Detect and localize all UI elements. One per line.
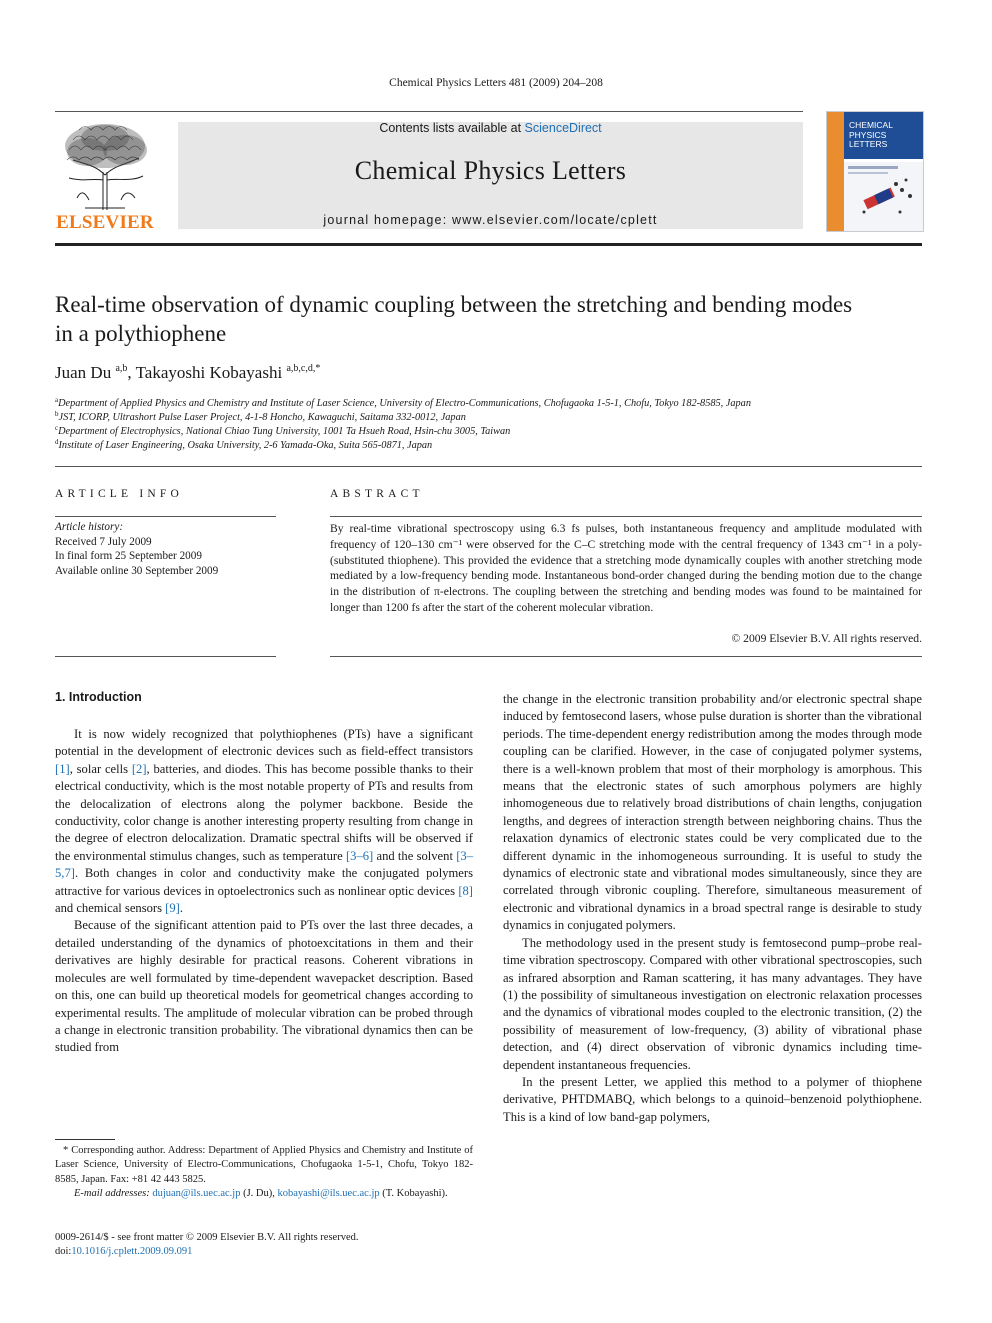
- email-link[interactable]: dujuan@ils.uec.ac.jp: [152, 1187, 241, 1199]
- citation-link[interactable]: [3–6]: [345, 848, 374, 863]
- affiliation-rule: [55, 466, 922, 467]
- affiliation-text: JST, ICORP, Ultrashort Pulse Laser Project, 4-1-8 Honcho, Kawaguchi, Saitama 332-0012, Japan: [58, 412, 466, 423]
- cover-title: [849, 121, 921, 150]
- affiliation-text: Department of Electrophysics, National Chiao Tung University, 1001 Ta Hsueh Road, Hsin-chu 3005, Taiwan: [58, 426, 511, 437]
- paper-title: Real-time observation of dynamic coupling between the stretching and bending modes in a polythiophene: [55, 292, 853, 346]
- email-link[interactable]: kobayashi@ils.uec.ac.jp: [277, 1187, 380, 1199]
- text-run: It is now widely recognized that polythiophenes (PTs) have a significant potential in the development of electronic devices such as field-effect transistors: [55, 727, 473, 759]
- footnote-body: [55, 1144, 473, 1187]
- affiliation-key: d: [55, 438, 59, 446]
- header-rule-top: [55, 111, 803, 112]
- front-matter-info: [55, 1231, 358, 1260]
- email-label: E-mail addresses:: [74, 1187, 150, 1199]
- issn-line: 0009-2614/$ - see front matter © 2009 Elsevier B.V. All rights reserved.: [55, 1232, 359, 1243]
- affiliation-a: [55, 396, 751, 409]
- final-form-date: In final form 25 September 2009: [55, 550, 202, 562]
- corresponding-author-footnote: [55, 1144, 473, 1201]
- abstract-rule-bottom: [330, 656, 922, 657]
- citation-link[interactable]: [2]: [131, 761, 147, 776]
- article-info-heading: ARTICLE INFO: [55, 488, 183, 500]
- text-run: , batteries, and diodes. This has become possible thanks to their electrical conductivity, which is the most notable property of PTs and results from the delocalization of electrons along the polymer backbone. Beside the conductivity, color change is another interesting property resulting from change in the degree of electron delocalization. Dramatic spectral shifts will be observed if the environmental stimulus changes, such as temperature: [55, 761, 473, 863]
- journal-cover-thumbnail: [826, 111, 924, 232]
- text-run: .: [179, 901, 184, 916]
- author-name[interactable]: Takayoshi Kobayashi: [135, 363, 283, 382]
- cover-title-line-2: PHYSICS: [849, 129, 887, 140]
- header-rule-bottom: [55, 243, 922, 246]
- affiliation-d: [55, 438, 432, 451]
- text-run: and chemical sensors: [55, 901, 166, 916]
- intro-paragraph-3: The methodology used in the present study is femtosecond pump–probe real-time vibration spectroscopy. Compared with other vibrational spectroscopies, such as infrared absorption and Raman scattering, it has many advantages. They have (1) the possibility of simultaneous investigation on electronic relaxation processes and the dynamics of vibrational modes coupled to the electronic transition, (2) the possibility of measurement of low-frequency, (3) ability of vibrational phase detection, and (4) direct observation of vibronic dynamics including time-dependent instantaneous frequencies.: [503, 935, 922, 1072]
- intro-paragraph-1: [55, 726, 473, 917]
- affiliation-b: [55, 410, 466, 423]
- abstract-text: By real-time vibrational spectroscopy using 6.3 fs pulses, both instantaneous frequency and amplitude modulated with frequency of 120–130 cm⁻¹ were observed for the C–C stretching mode with the central frequency of 1343 cm⁻¹ in a poly-(substituted thiophene). This provided the evidence that a stretching mode dynamically couples with another stretching mode mediated by a low-frequency bending mode. Instantaneous bond-order changed during the bending motion due to the change in the distribution of π-electrons. The coupling between the stretching and bending modes was found to be maintained for longer than 1200 fs after the start of the coherent molecular vibration.: [330, 522, 922, 614]
- cover-title-line-3: LETTERS: [849, 139, 888, 149]
- affiliation-key: b: [55, 410, 59, 418]
- citation-link[interactable]: [3–5,7]: [55, 848, 473, 881]
- section-heading-introduction: 1. Introduction: [55, 690, 142, 704]
- doi-line: [55, 1245, 358, 1259]
- abstract-copyright: © 2009 Elsevier B.V. All rights reserved.: [731, 632, 922, 645]
- body-column-left: [55, 726, 473, 1057]
- intro-paragraph-4: In the present Letter, we applied this method to a polymer of thiophene derivative, PHTDMABQ, which belongs to a quinoid–benzenoid polythiophene. This is a kind of low band-gap polymers,: [503, 1074, 922, 1124]
- article-info-rule: [55, 516, 276, 517]
- article-info-rule-bottom: [55, 656, 276, 657]
- abstract-heading: ABSTRACT: [330, 488, 424, 500]
- body-column-right: [503, 691, 922, 1126]
- sciencedirect-link[interactable]: ScienceDirect: [524, 121, 602, 135]
- citation-link[interactable]: [8]: [458, 883, 473, 898]
- text-run: , solar cells: [69, 761, 132, 776]
- footnote-emails: [55, 1187, 473, 1201]
- affiliation-c: [55, 424, 510, 437]
- affiliation-key: a: [55, 396, 59, 404]
- email-owner: (T. Kobayashi).: [382, 1187, 448, 1199]
- author-affiliation-marks: a,b,c,d,*: [286, 363, 321, 374]
- intro-paragraph-2-continued: the change in the electronic transition probability and/or electronic spectral shape induced by femtosecond lasers, whose pulse duration is shorter than the vibrational periods. The time-dependent energy redistribution among the modes through mode coupling can be clarified. However, in the case of conjugated polymer systems, there is a well-known problem that most of their morphology is amorphous. This means that the electronic states of such amorphous polymers are highly inhomogeneous due to relatively broad distributions of chain lengths, conjugation lengths, and degrees of interaction strength between neighboring chains. Thus the relaxation dynamics of electronic states could be very complicated due to the different dynamic in the inhomogeneous surrounding. It is useful to study the dynamics of electronic state and vibrational modes simultaneously, since they are correlated through vibronic coupling. Therefore, simultaneous measurement of electronic and vibrational dynamics in a broad spectral range is desirable to study dynamics in conjugated polymers.: [503, 692, 922, 933]
- article-history: [55, 520, 218, 578]
- contents-prefix: Contents lists available at: [379, 121, 525, 135]
- running-head: Chemical Physics Letters 481 (2009) 204–208: [389, 77, 603, 89]
- cover-side-band: [827, 112, 844, 231]
- contents-line: [178, 121, 803, 135]
- affiliation-text: Department of Applied Physics and Chemistry and Institute of Laser Science, University of Electro-Communications, Chofugaoka 1-5-1, Chofu, Tokyo 182-8585, Japan: [58, 398, 751, 409]
- received-date: Received 7 July 2009: [55, 535, 152, 548]
- journal-title: Chemical Physics Letters: [354, 156, 627, 185]
- affiliation-text: Institute of Laser Engineering, Osaka University, 2-6 Yamada-Oka, Suita 565-0871, Japan: [58, 440, 433, 451]
- journal-homepage-link[interactable]: journal homepage: www.elsevier.com/locate/cplett: [323, 213, 658, 227]
- elsevier-wordmark: ELSEVIER: [56, 212, 154, 233]
- text-run: and the solvent: [373, 848, 457, 863]
- affiliation-key: c: [55, 424, 59, 432]
- abstract-rule: [330, 516, 922, 517]
- doi-link[interactable]: 10.1016/j.cplett.2009.09.091: [71, 1246, 193, 1258]
- text-run: . Both changes in color and conductivity make the conjugated polymers attractive for various devices in optoelectronics such as nonlinear optic devices: [55, 866, 473, 898]
- cover-illustration: [844, 162, 923, 231]
- footnote-rule: [55, 1139, 115, 1140]
- author-affiliation-marks: a,b: [115, 363, 128, 374]
- intro-paragraph-2: Because of the significant attention paid to PTs over the last three decades, a detailed understanding of the dynamics of photoexcitations in them and their derivatives are highly desirable for practical reasons. Coherent vibrations in molecules are well formulated by time-dependent wavepacket description. Based on this, one can build up theoretical models for geometrical changes according to experimental results. The amplitude of molecular vibration can be probed through a change in electronic transition probability. The vibrational dynamics then can be studied from: [55, 918, 473, 1055]
- citation-link[interactable]: [1]: [55, 761, 70, 776]
- cover-title-line-1: CHEMICAL: [849, 120, 893, 130]
- online-date: Available online 30 September 2009: [55, 564, 219, 577]
- citation-link[interactable]: [9]: [165, 901, 180, 916]
- footnote-mark: *: [63, 1145, 69, 1156]
- footnote-text: Corresponding author. Address: Department of Applied Physics and Chemistry and Institute of Laser Science, University of Electro-Communications, Chofugaoka 1-5-1, Chofu, Tokyo 182-8585, Japan. Fax: +81 42 443 5825.: [55, 1145, 474, 1185]
- email-owner: (J. Du),: [243, 1187, 275, 1199]
- author-list: Juan Du $^{a,b}$, Takayoshi Kobayashi $^{a,b,c,d,*}$: [55, 363, 321, 382]
- author-name[interactable]: Juan Du: [55, 363, 112, 382]
- history-label: Article history:: [55, 521, 124, 533]
- doi-prefix: doi:: [55, 1246, 72, 1258]
